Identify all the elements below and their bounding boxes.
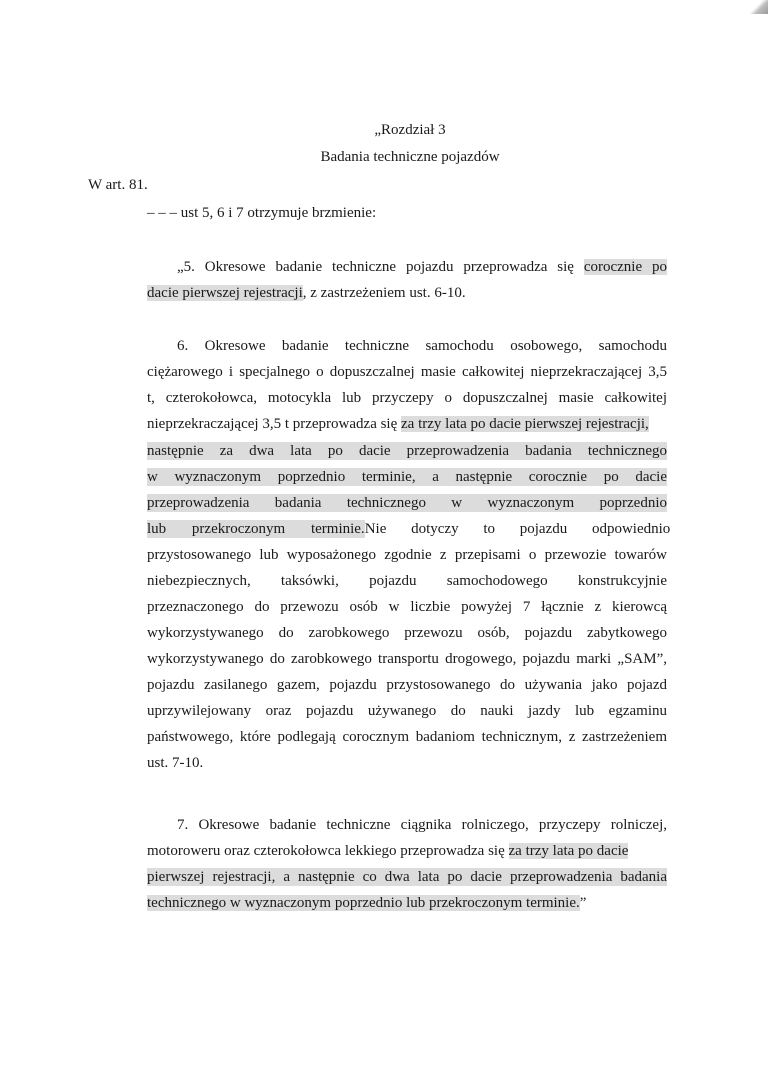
para5-line-2 [147,284,667,302]
para6-text: Nie dotyczy to pojazdu odpowiednio [364,521,671,537]
para7-text: ” [579,895,587,911]
para6-line-15: uprzywilejowany oraz pojazdu używanego do nauki jazdy lub egzaminu [147,703,667,719]
para7-line-3: pierwszej rejestracji, a następnie co dwa lata po dacie przeprowadzenia badania [147,869,667,885]
para5-line-1 [147,258,667,276]
para6-line-2: ciężarowego i specjalnego o dopuszczalnej masie całkowitej nieprzekraczającej 3,5 [147,364,667,380]
para6-line-7: przeprowadzenia badania technicznego w wyznaczonym poprzednio [147,495,667,511]
para6-line-16: państwowego, które podlegają corocznym badaniom technicznym, z zastrzeżeniem [147,729,667,745]
amendment-intro: – – – ust 5, 6 i 7 otrzymuje brzmienie: [147,205,377,221]
para6-line-4 [147,415,667,433]
para6-line-6: w wyznaczonym poprzednio terminie, a następnie corocznie po dacie [147,469,667,485]
para7-line-2 [147,842,667,860]
para7-highlight: technicznego w wyznaczonym poprzednio lub przekroczonym terminie. [147,895,580,911]
para6-line-14: pojazdu zasilanego gazem, pojazdu przystosowanego do używania jako pojazd [147,677,667,693]
para6-highlight: lub przekroczonym terminie. [147,521,365,537]
para6-line-17: ust. 7-10. [147,755,204,771]
para7-text: motoroweru oraz czterokołowca lekkiego przeprowadza się [147,843,509,859]
para6-line-9: przystosowanego lub wyposażonego zgodnie z przepisami o przewozie towarów [147,547,667,563]
chapter-title: Badania techniczne pojazdów [320,149,500,165]
para6-line-3: t, czterokołowca, motocykla lub przyczepy o dopuszczalnej masie całkowitej [147,390,667,406]
para6-text: nieprzekraczającej 3,5 t przeprowadza się [147,416,402,432]
para6-line-12: wykorzystywanego do zarobkowego przewozu osób, pojazdu zabytkowego [147,625,667,641]
para5-highlight: corocznie po [583,259,667,275]
scan-corner-mark [750,0,768,14]
para6-highlight: za trzy lata po dacie pierwszej rejestracji, [401,416,649,432]
para7-line-1: 7. Okresowe badanie techniczne ciągnika rolniczego, przyczepy rolniczej, [177,817,667,833]
para6-line-5: następnie za dwa lata po dacie przeprowadzenia badania technicznego [147,443,667,459]
para6-line-13: wykorzystywanego do zarobkowego transportu drogowego, pojazdu marki „SAM”, [147,651,667,667]
article-reference: W art. 81. [88,177,148,193]
para6-line-11: przeznaczonego do przewozu osób w liczbie powyżej 7 łącznie z kierowcą [147,599,667,615]
para5-text: , z zastrzeżeniem ust. 6-10. [302,285,466,301]
para6-line-10: niebezpiecznych, taksówki, pojazdu samochodowego konstrukcyjnie [147,573,667,589]
para5-text: „5. Okresowe badanie techniczne pojazdu przeprowadza się [177,259,584,275]
para7-line-4 [147,894,667,912]
para5-highlight: dacie pierwszej rejestracji [147,285,303,301]
para6-line-1: 6. Okresowe badanie techniczne samochodu osobowego, samochodu [177,338,667,354]
para7-highlight: za trzy lata po dacie [508,843,629,859]
chapter-heading: „Rozdział 3 [374,122,446,138]
para6-line-8 [147,520,671,538]
